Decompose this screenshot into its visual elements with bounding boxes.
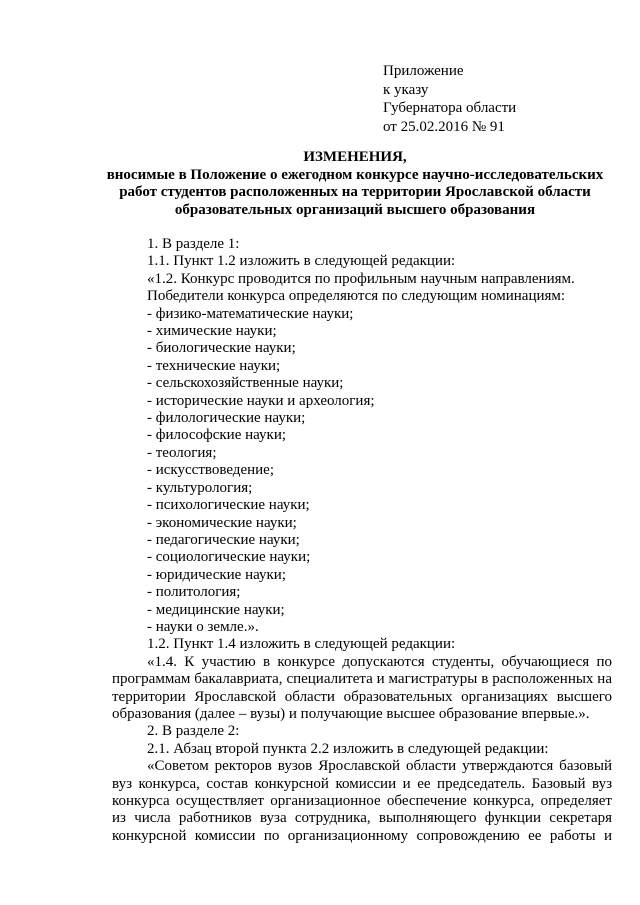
- paragraph-line: из числа работников вуза сотрудника, выполняющего функции секретаря: [112, 810, 612, 827]
- list-item: - технические науки;: [147, 357, 281, 374]
- list-item: - юридические науки;: [147, 566, 286, 583]
- list-item: - культурология;: [147, 479, 253, 496]
- paragraph-line: территории Ярославской области образовательных организациях высшего: [112, 688, 612, 705]
- document-title: [90, 149, 620, 219]
- subsection-text: 2.1. Абзац второй пункта 2.2 изложить в следующей редакции:: [147, 740, 549, 757]
- list-item: - психологические науки;: [147, 497, 310, 514]
- list-item: - исторические науки и археология;: [147, 392, 375, 409]
- paragraph-text: Победители конкурса определяются по следующим номинациям:: [147, 288, 566, 305]
- paragraph-line: программам бакалавриата, специалитета и магистратуры в расположенных на: [112, 671, 612, 688]
- section-heading: 2. В разделе 2:: [147, 723, 240, 740]
- subsection-text: 1.1. Пункт 1.2 изложить в следующей редакции:: [147, 253, 456, 270]
- list-item: - экономические науки;: [147, 514, 297, 531]
- appendix-line: Приложение: [383, 63, 464, 79]
- paragraph-line: «1.4. К участию в конкурсе допускаются студенты, обучающиеся по: [147, 653, 612, 670]
- title-subtitle-line: вносимые в Положение о ежегодном конкурсе научно-исследовательских: [106, 166, 604, 183]
- list-item: - химические науки;: [147, 323, 277, 340]
- paragraph-line: конкурсной комиссии по организационному сопровождению ее работы и: [112, 827, 612, 844]
- title-heading: ИЗМЕНЕНИЯ,: [303, 149, 407, 165]
- paragraph-line: вуз конкурса, состав конкурсной комиссии и ее председатель. Базовый вуз: [112, 775, 612, 792]
- document-body: [112, 236, 612, 845]
- subsection-text: 1.2. Пункт 1.4 изложить в следующей редакции:: [147, 636, 456, 653]
- list-item: - науки о земле.».: [147, 618, 259, 635]
- list-item: - биологические науки;: [147, 340, 296, 357]
- list-item: - философские науки;: [147, 427, 287, 444]
- appendix-line: к указу: [383, 81, 429, 98]
- list-item: - филологические науки;: [147, 410, 306, 427]
- title-subtitle-line: работ студентов расположенных на территории Ярославской области: [119, 184, 591, 200]
- paragraph-text: «1.2. Конкурс проводится по профильным научным направлениям.: [147, 270, 575, 287]
- list-item: - политология;: [147, 584, 241, 601]
- list-item: - медицинские науки;: [147, 601, 285, 618]
- list-item: - теология;: [147, 444, 217, 461]
- list-item: - педагогические науки;: [147, 531, 300, 548]
- paragraph-line: конкурса осуществляет организационное обеспечение конкурса, определяет: [112, 793, 612, 809]
- appendix-line: от 25.02.2016 № 91: [383, 118, 505, 135]
- section-heading: 1. В разделе 1:: [147, 236, 240, 252]
- list-item: - физико-математические науки;: [147, 305, 354, 322]
- paragraph-line: «Советом ректоров вузов Ярославской области утверждаются базовый: [147, 758, 612, 775]
- appendix-line: Губернатора области: [383, 100, 517, 116]
- title-subtitle-line: образовательных организаций высшего образования: [174, 201, 536, 218]
- paragraph-line: образования (далее – вузы) и получающие высшее образование впервые.».: [112, 705, 590, 722]
- list-item: - социологические науки;: [147, 549, 311, 566]
- list-item: - сельскохозяйственные науки;: [147, 375, 344, 392]
- appendix-block: [383, 62, 623, 136]
- list-item: - искусствоведение;: [147, 462, 274, 479]
